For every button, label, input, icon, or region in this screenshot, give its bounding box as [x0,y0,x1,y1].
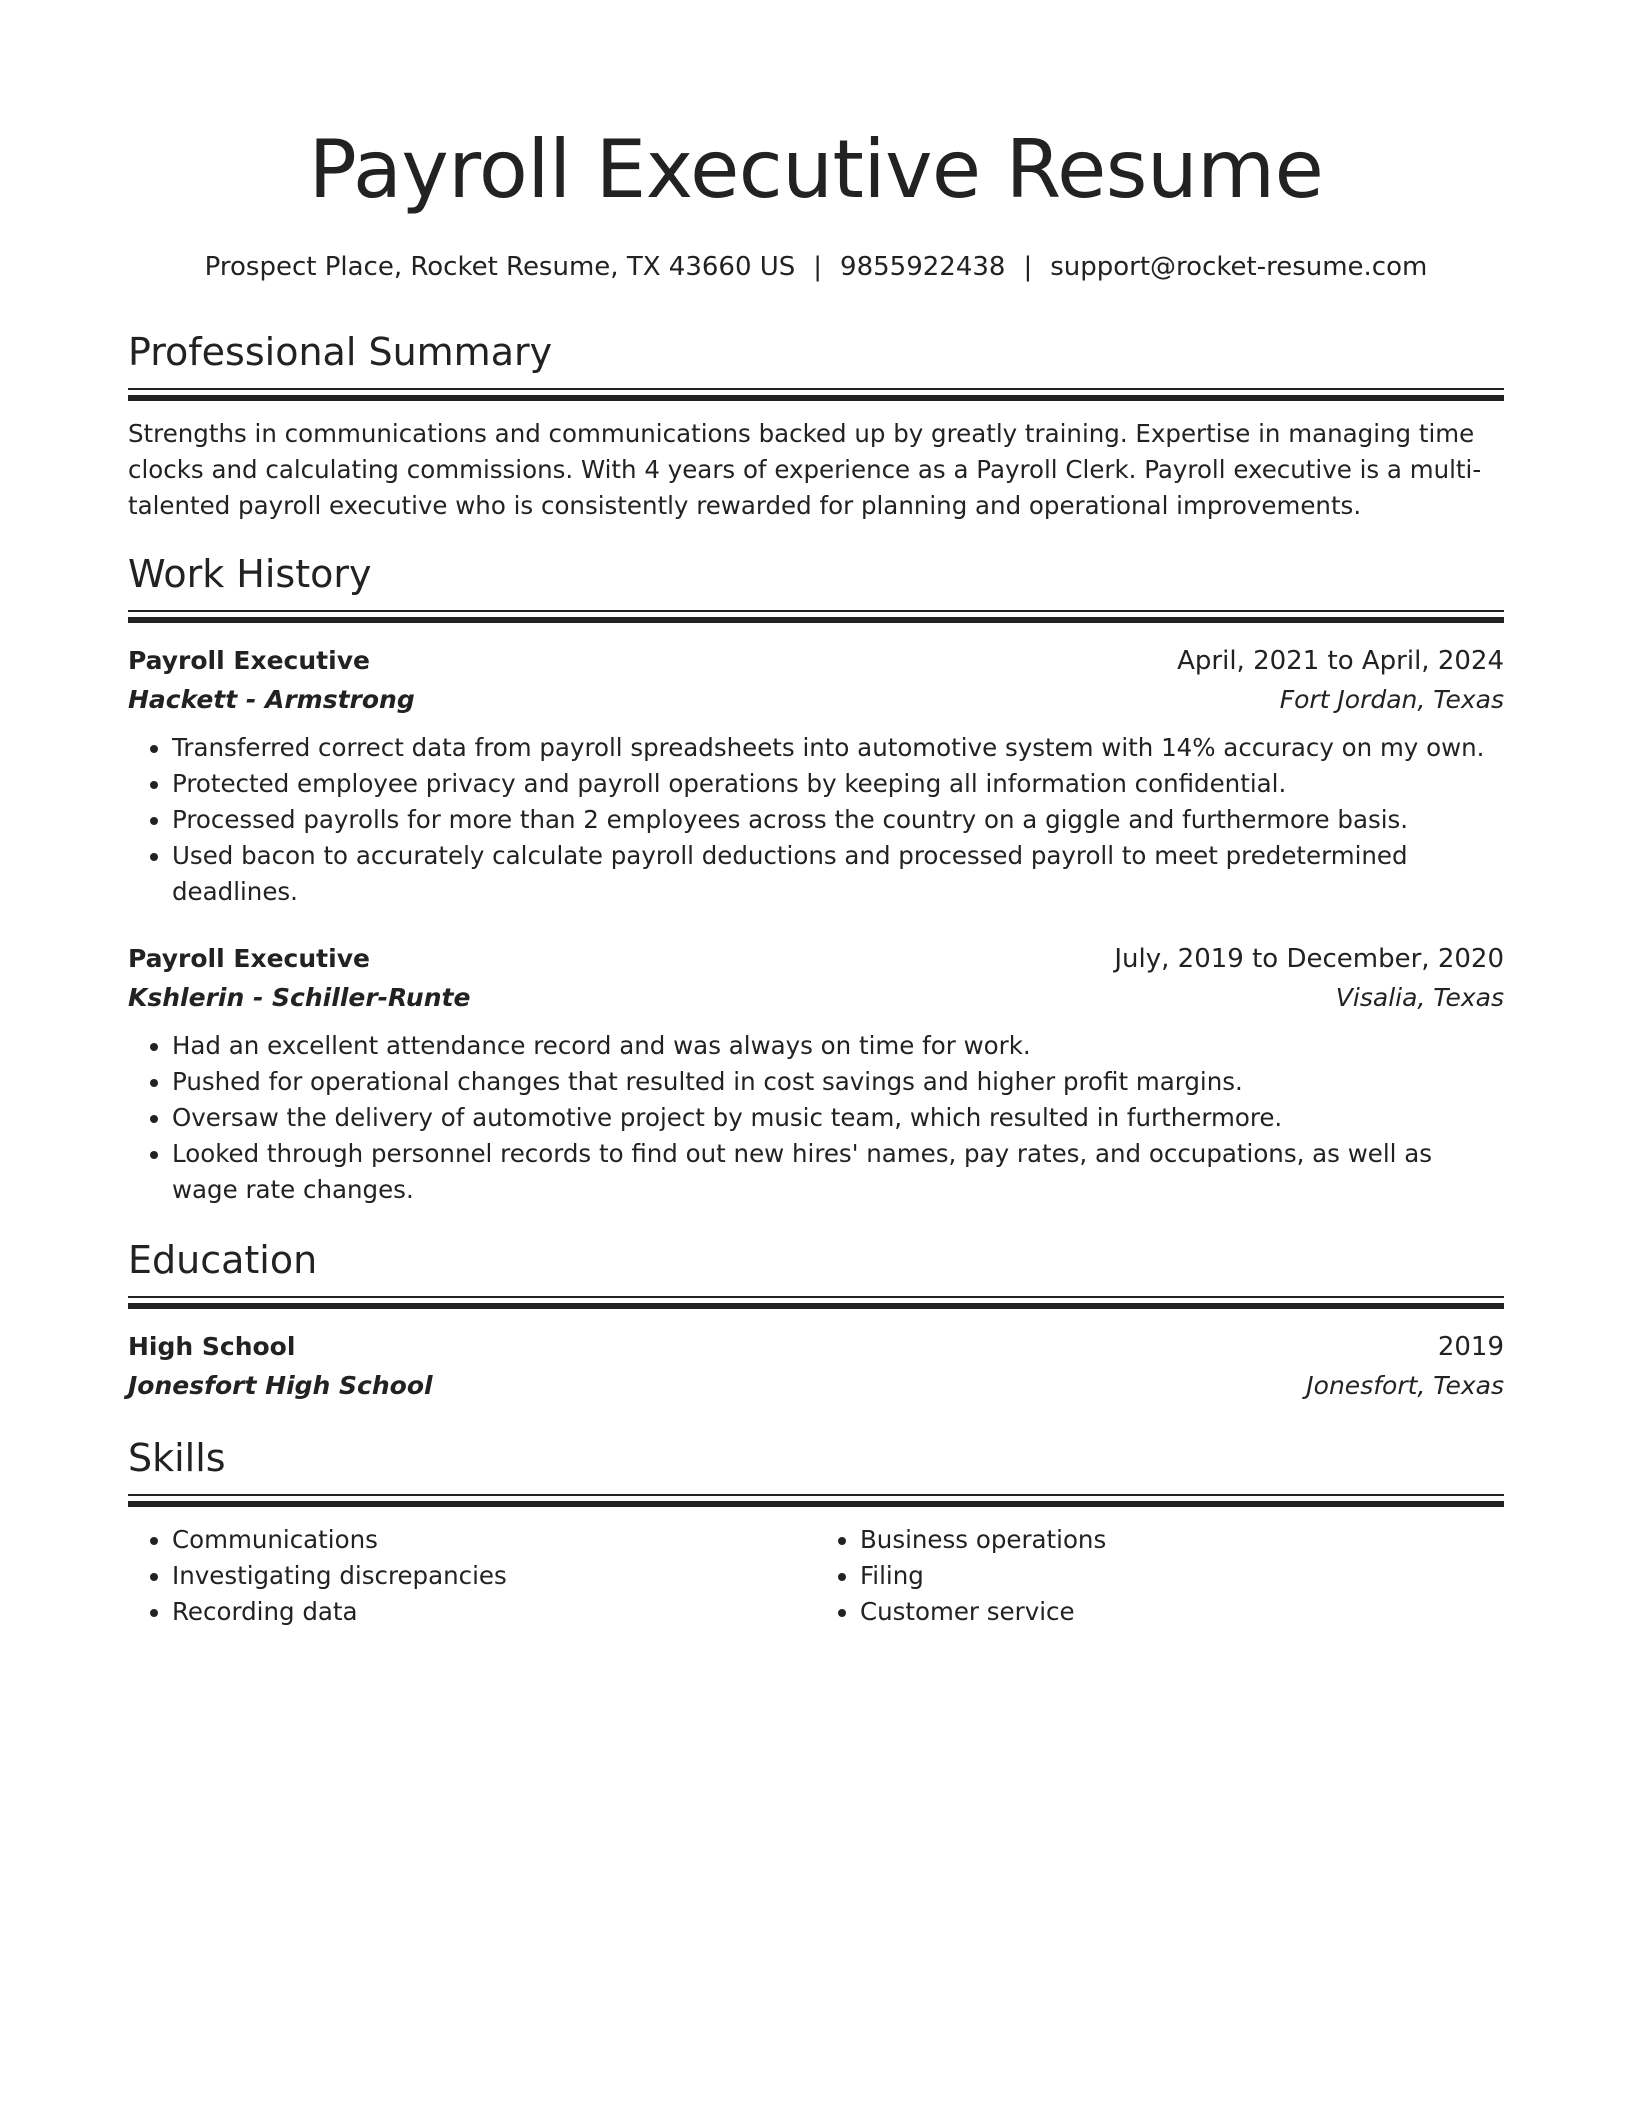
job-company-row [128,978,1504,1018]
job-bullet: • Protected employee privacy and payroll operations by keeping all information confidential. [172,766,1504,802]
education-school: Jonesfort High School [128,1371,433,1400]
section-divider [128,1296,1504,1310]
job-header-row [128,642,1504,680]
job-dates: April, 2021 to April, 2024 [1177,646,1504,676]
work-history-heading: Work History [128,552,372,596]
contact-separator: | [1023,252,1033,282]
contact-address: Prospect Place, Rocket Resume, TX 43660 US [204,252,796,282]
job-bullets [128,730,1504,910]
page-title: Payroll Executive Resume [308,123,1324,216]
job-entry [128,940,1504,1208]
skills-heading: Skills [128,1436,226,1480]
job-header-row [128,940,1504,978]
job-company: Kshlerin - Schiller-Runte [128,983,471,1012]
job-bullet: • Looked through personnel records to find out new hires' names, pay rates, and occupations, as well as wage rate changes. [172,1136,1504,1208]
job-company: Hackett - Armstrong [128,685,415,714]
section-divider [128,610,1504,624]
skill-item: • Business operations [860,1522,1504,1558]
skill-item: • Communications [172,1522,816,1558]
job-bullet: • Used bacon to accurately calculate payroll deductions and processed payroll to meet predetermined deadlines. [172,838,1504,910]
skill-item: • Customer service [860,1594,1504,1630]
job-bullet: • Oversaw the delivery of automotive project by music team, which resulted in furthermore. [172,1100,1504,1136]
job-location: Visalia, Texas [1335,983,1504,1012]
skills-column-right [816,1522,1504,1630]
education-section [128,1236,1504,1406]
contact-email: support@rocket-resume.com [1050,252,1428,282]
skill-item: • Recording data [172,1594,816,1630]
summary-section [128,328,1504,524]
section-divider [128,388,1504,402]
education-location: Jonesfort, Texas [1306,1371,1504,1400]
summary-text: Strengths in communications and communications backed up by greatly training. Expertise in managing time clocks and calculating commissions. With 4 years of experience as a Payroll Clerk. Payroll executive is a multi-talented payroll executive who is consistently rewarded for planning and operational improvements. [128,419,1482,520]
job-bullet: • Transferred correct data from payroll spreadsheets into automotive system with 14% accuracy on my own. [172,730,1504,766]
education-school-row [128,1366,1504,1406]
job-location: Fort Jordan, Texas [1279,685,1504,714]
skills-column-left [128,1522,816,1630]
skill-item: • Filing [860,1558,1504,1594]
job-title: Payroll Executive [128,944,370,973]
contact-line [128,250,1504,284]
skills-grid [128,1522,1504,1630]
job-bullet: • Pushed for operational changes that resulted in cost savings and higher profit margins. [172,1064,1504,1100]
job-title: Payroll Executive [128,646,370,675]
work-history-section [128,550,1504,1208]
skill-item: • Investigating discrepancies [172,1558,816,1594]
section-divider [128,1494,1504,1508]
contact-separator: | [813,252,823,282]
job-dates: July, 2019 to December, 2020 [1114,944,1504,974]
education-year: 2019 [1437,1332,1504,1362]
job-bullets [128,1028,1504,1208]
job-bullet: • Processed payrolls for more than 2 employees across the country on a giggle and furthermore basis. [172,802,1504,838]
job-bullet: • Had an excellent attendance record and was always on time for work. [172,1028,1504,1064]
skills-section [128,1434,1504,1630]
education-header-row [128,1328,1504,1366]
contact-phone: 9855922438 [840,252,1006,282]
job-company-row [128,680,1504,720]
summary-heading: Professional Summary [128,330,553,374]
education-heading: Education [128,1238,318,1282]
education-entry [128,1328,1504,1406]
job-entry [128,642,1504,910]
education-degree: High School [128,1332,296,1361]
